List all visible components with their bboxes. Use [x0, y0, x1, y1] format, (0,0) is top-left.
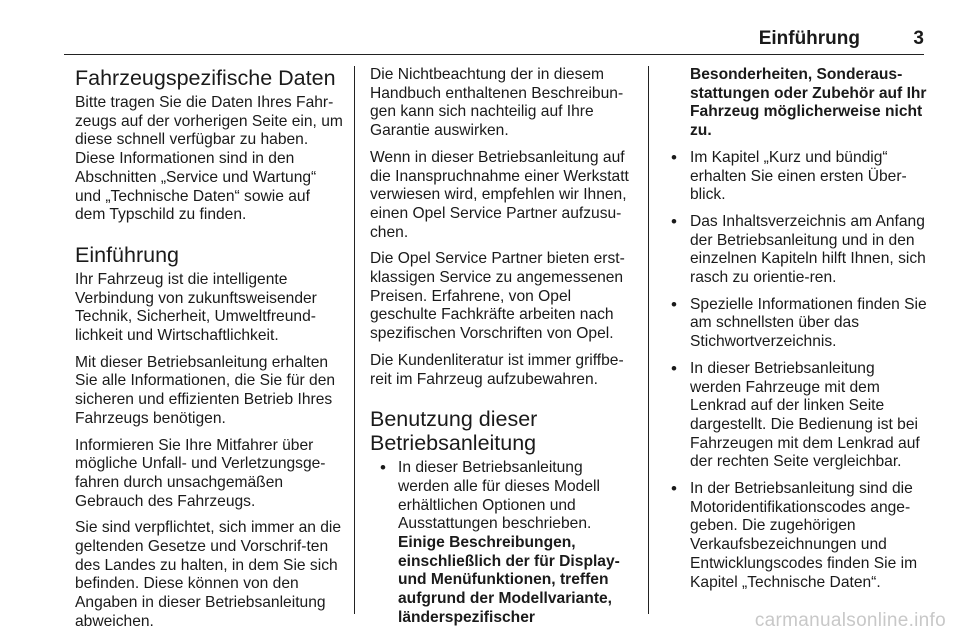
continued-bold-text: Besonderheiten, Sonderaus-stattungen oder Zubehör auf Ihr Fahrzeug möglicherweise nicht zu.: [690, 66, 927, 140]
paragraph: Wenn in dieser Betriebsanleitung auf die Inanspruchnahme einer Werkstatt verwiesen wird, empfehlen wir Ihnen, einen Opel Service Partner aufzusu-chen.: [370, 148, 629, 241]
paragraph: Mit dieser Betriebsanleitung erhalten Sie alle Informationen, die Sie für den sicheren und effizienten Betrieb Ihres Fahrzeugs benötigen.: [75, 353, 336, 427]
bullet-list: [370, 459, 632, 627]
list-item: • In der Betriebsanleitung sind die Motoridentifikationscodes ange-geben. Die zugehörigen Verkaufsbezeichnungen und Entwicklungscodes finden Sie im Kapitel „Technische Daten“.: [668, 480, 930, 592]
list-item-text: In dieser Betriebsanleitung werden alle für dieses Modell erhältlichen Optionen und Ausstattungen beschrieben.: [398, 459, 600, 533]
watermark: carmanualsonline.info: [754, 610, 946, 631]
column-divider: [648, 66, 649, 614]
column-2: [370, 66, 632, 636]
list-item: • Spezielle Informationen finden Sie am schnellsten über das Stichwortverzeichnis.: [668, 296, 930, 352]
heading-einfuehrung: Einführung: [75, 242, 179, 267]
column-divider: [354, 66, 355, 614]
column-3: [668, 66, 930, 600]
paragraph: Informieren Sie Ihre Mitfahrer über mögliche Unfall- und Verletzungsge-fahren durch unsachgemäßen Gebrauch des Fahrzeugs.: [75, 436, 326, 510]
list-item-bold-text: Einige Beschreibungen, einschließlich der für Display- und Menüfunktionen, treffen aufgrund der Modellvariante, länderspezifischer: [398, 534, 620, 626]
bullet-list: [668, 149, 930, 592]
heading-benutzung: Benutzung dieser Betriebsanleitung: [370, 407, 538, 456]
paragraph: Ihr Fahrzeug ist die intelligente Verbindung von zukunftsweisender Technik, Sicherheit, Umweltfreund-lichkeit und Wirtschaftlichkeit.: [75, 270, 317, 345]
list-item: • In dieser Betriebsanleitung werden Fahrzeuge mit dem Lenkrad auf der linken Seite dargestellt. Die Bedienung ist bei Fahrzeugen mit dem Lenkrad auf der rechten Seite vergleichbar.: [668, 360, 930, 472]
list-item: [370, 459, 632, 627]
paragraph: Die Opel Service Partner bieten erst-klassigen Service zu angemessenen Preisen. Erfahrene, von Opel geschulte Fachkräfte arbeiten nach spezifischen Vorschriften von Opel.: [370, 250, 625, 343]
paragraph: Bitte tragen Sie die Daten Ihres Fahr-zeugs auf der vorherigen Seite ein, um diese schnell verfügbar zu haben. Diese Informationen sind in den Abschnitten „Service und Wartung“ und „Technische Daten“ sowie auf dem Typschild zu finden.: [75, 94, 343, 224]
paragraph: Sie sind verpflichtet, sich immer an die geltenden Gesetze und Vorschrif-ten des Landes zu halten, in dem Sie sich befinden. Diese können von den Angaben in dieser Betriebsanleitung abweichen.: [75, 519, 342, 630]
paragraph: Die Kundenliteratur ist immer griffbe-reit im Fahrzeug aufzubewahren.: [370, 351, 624, 388]
running-head: [64, 28, 924, 55]
heading-fahrzeugspezifische-daten: Fahrzeugspezifische Daten: [75, 66, 336, 90]
paragraph: Die Nichtbeachtung der in diesem Handbuch enthaltenen Beschreibun-gen kann sich nachteilig auf Ihre Garantie auswirken.: [370, 66, 624, 140]
section-title: Einführung: [758, 28, 860, 49]
column-1: [75, 66, 343, 640]
page-number: 3: [913, 28, 924, 49]
list-item: • Das Inhaltsverzeichnis am Anfang der Betriebsanleitung und in den einzelnen Kapiteln hilft Ihnen, sich rasch zu orientie-ren.: [668, 213, 930, 288]
list-item: • Im Kapitel „Kurz und bündig“ erhalten Sie einen ersten Über-blick.: [668, 149, 930, 205]
